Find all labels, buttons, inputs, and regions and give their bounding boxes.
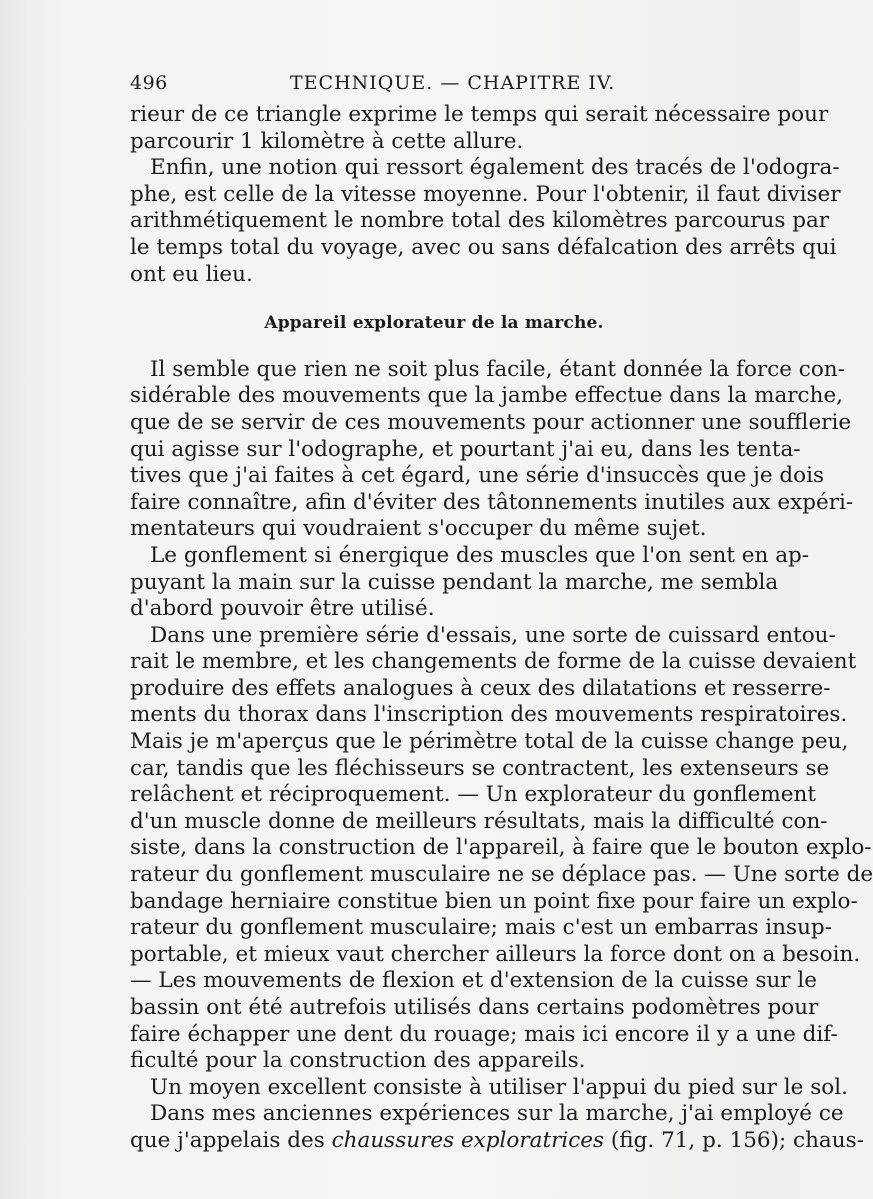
text-line: Le gonflement si énergique des muscles que l'on sent en ap-	[150, 542, 810, 568]
text-line: ments du thorax dans l'inscription des mouvements respiratoires.	[130, 702, 848, 728]
text-line: d'un muscle donne de meilleurs résultats, mais la difficulté con-	[130, 808, 828, 834]
text-line: mentateurs qui voudraient s'occuper du même sujet.	[130, 516, 707, 542]
text-line: Un moyen excellent consiste à utiliser l'appui du pied sur le sol.	[150, 1074, 848, 1100]
final-line-end: (fig. 71, p. 156); chaus-	[604, 1127, 864, 1153]
running-head: TECHNIQUE. — CHAPITRE IV.	[290, 72, 616, 94]
text-line: produire des effets analogues à ceux des dilatations et resserre-	[130, 675, 831, 701]
text-line: Il semble que rien ne soit plus facile, étant donnée la force con-	[150, 356, 845, 382]
text-line: rieur de ce triangle exprime le temps qui serait nécessaire pour	[130, 102, 829, 127]
text-line: faire connaître, afin d'éviter des tâtonnements inutiles aux expéri-	[130, 489, 854, 515]
text-line: puyant la main sur la cuisse pendant la marche, me sembla	[130, 569, 779, 595]
text-line: siste, dans la construction de l'appareil, à faire que le bouton explo-	[130, 835, 872, 861]
text-line: Mais je m'aperçus que le périmètre total de la cuisse change peu,	[130, 729, 849, 755]
text-line: Enfin, une notion qui ressort également des tracés de l'odogra-	[150, 155, 840, 181]
text-line: ont eu lieu.	[130, 261, 253, 287]
section-heading: Appareil explorateur de la marche.	[264, 313, 604, 334]
text-line: que de se servir de ces mouvements pour actionner une soufflerie	[130, 409, 852, 435]
text-line: rateur du gonflement musculaire; mais c'est un embarras insup-	[130, 915, 832, 941]
text-line: phe, est celle de la vitesse moyenne. Pour l'obtenir, il faut diviser	[130, 181, 841, 207]
text-line: bandage herniaire constitue bien un point fixe pour faire un explo-	[130, 888, 858, 914]
text-line: arithmétiquement le nombre total des kilomètres parcourus par	[130, 208, 830, 234]
italic-term: chaussures exploratrices	[331, 1127, 605, 1153]
text-line: — Les mouvements de flexion et d'extension de la cuisse sur le	[130, 968, 818, 994]
text-line: d'abord pouvoir être utilisé.	[130, 596, 435, 622]
text-line: faire échapper une dent du rouage; mais ici encore il y a une dif-	[130, 1021, 838, 1047]
text-line: relâchent et réciproquement. — Un explorateur du gonflement	[130, 782, 816, 808]
text-line: portable, et mieux vaut chercher ailleurs la force dont on a besoin.	[130, 941, 861, 967]
page-header	[130, 72, 740, 102]
body-text	[130, 102, 873, 1155]
text-line: bassin ont été autrefois utilisés dans certains podomètres pour	[130, 995, 819, 1020]
text-line: Dans une première série d'essais, une sorte de cuissard entou-	[150, 622, 836, 648]
text-line: car, tandis que les fléchisseurs se contractent, les extenseurs se	[130, 755, 830, 781]
text-line: rait le membre, et les changements de forme de la cuisse devaient	[130, 649, 857, 675]
page-number: 496	[130, 72, 168, 94]
text-line: rateur du gonflement musculaire ne se déplace pas. — Une sorte de	[130, 862, 873, 888]
text-line: qui agisse sur l'odographe, et pourtant j'ai eu, dans les tenta-	[130, 436, 801, 462]
text-line-final	[130, 1127, 864, 1155]
text-line: Dans mes anciennes expériences sur la marche, j'ai employé ce	[150, 1101, 844, 1127]
text-line: le temps total du voyage, avec ou sans défalcation des arrêts qui	[130, 234, 837, 260]
text-line: parcourir 1 kilomètre à cette allure.	[130, 128, 524, 154]
final-line-start: que j'appelais des	[130, 1127, 332, 1153]
text-line: tives que j'ai faites à cet égard, une série d'insuccès que je dois	[130, 463, 824, 489]
text-line: sidérable des mouvements que la jambe effectue dans la marche,	[130, 383, 844, 409]
text-line: ficulté pour la construction des appareils.	[130, 1048, 586, 1074]
